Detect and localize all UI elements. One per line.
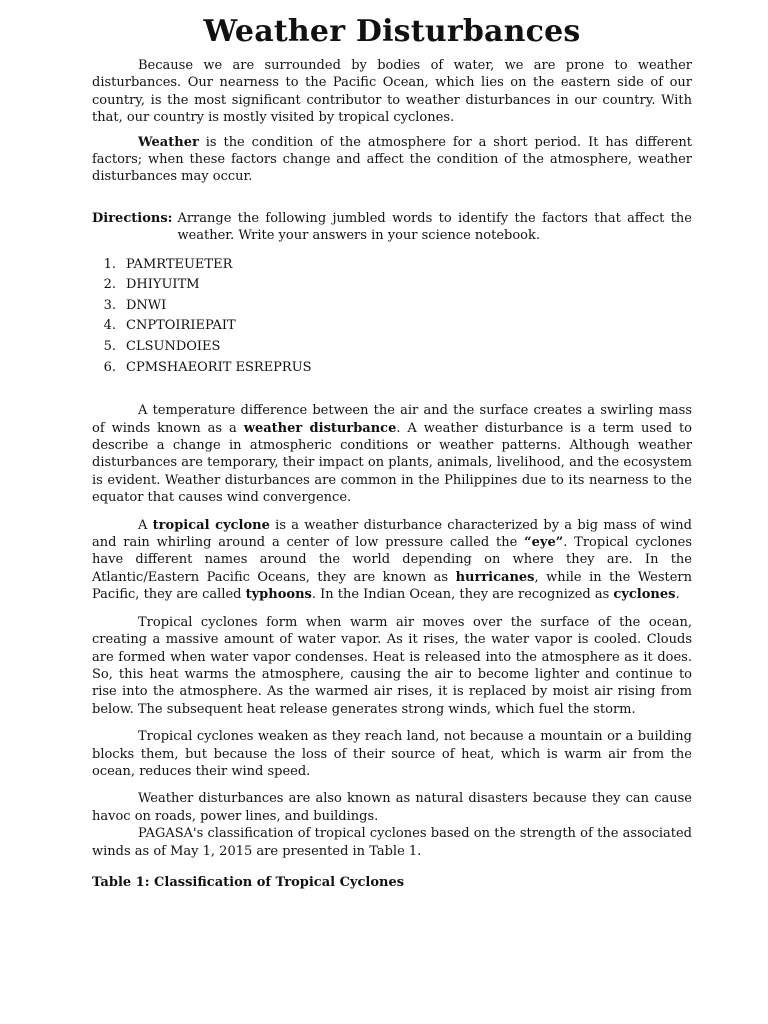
paragraph-text: . A weather disturbance is a term used to describe a change in atmospheric conditions or weather patterns. Although weather disturbances are temporary, their impact on plants, animals, livelihood, and the ecosystem is evident. Weather disturbances are common in the Philippines due to its nearness to the equator that causes wind convergence. (92, 420, 693, 506)
paragraph-text: A temperature difference between the air and the surface creates a swirling mass of winds known as a (92, 403, 692, 436)
cyclone-weakening-paragraph: Tropical cyclones weaken as they reach land, not because a mountain or a building blocks them, but because the loss of their source of heat, which is warm air from the ocean, reduces their wind speed. (92, 729, 692, 779)
list-item (92, 337, 692, 358)
list-item (92, 296, 692, 317)
cyclone-formation-paragraph: Tropical cyclones form when warm air moves over the surface of the ocean, creating a massive amount of water vapor. As it rises, the water vapor is cooled. Clouds are formed when water vapor condenses. Heat is released into the atmosphere as it does. So, this heat warms the atmosphere, causing the air to become lighter and continue to rise into the atmosphere. As the warmed air rises, it is replaced by moist air rising from below. The subsequent heat release generates strong winds, which fuel the storm. (92, 614, 692, 717)
jumbled-word: DNWI (126, 297, 167, 313)
jumbled-words-list (92, 255, 692, 379)
document-page (92, 14, 692, 890)
jumbled-word: DHIYUITM (126, 277, 200, 293)
weather-definition-text: is the condition of the atmosphere for a short period. It has different factors; when these factors change and affect the condition of the atmosphere, weather disturbances may occur. (92, 134, 692, 185)
intro-paragraph: Because we are surrounded by bodies of water, we are prone to weather disturbances. Our nearness to the Pacific Ocean, which lies on the eastern side of our country, is the most significant contributor to weather disturbances in our country. With that, our country is mostly visited by tropical cyclones. (92, 58, 692, 126)
jumbled-word: CLSUNDOIES (126, 339, 221, 355)
tropical-cyclone-paragraph (92, 517, 692, 604)
paragraph-text: is a weather disturbance characterized by a big mass of wind and rain whirling around a center of low pressure called the (92, 517, 692, 551)
typhoons-term: typhoons (245, 587, 312, 603)
table-caption: Table 1: Classification of Tropical Cyclones (92, 874, 405, 890)
list-item (92, 275, 692, 296)
directions-text: Arrange the following jumbled words to identify the factors that affect the weather. Write your answers in your science notebook. (177, 210, 692, 244)
list-item-number: 2. (103, 277, 116, 293)
list-item (92, 358, 692, 379)
pagasa-paragraph: PAGASA's classification of tropical cyclones based on the strength of the associated winds as of May 1, 2015 are presented in Table 1. (92, 826, 692, 859)
hurricanes-term: hurricanes (455, 569, 535, 585)
directions-block (92, 210, 692, 245)
list-item (92, 316, 692, 337)
list-item (92, 255, 692, 276)
natural-disasters-paragraph: Weather disturbances are also known as natural disasters because they can cause havoc on roads, power lines, and buildings. (92, 791, 692, 824)
list-item-number: 5. (103, 339, 116, 355)
jumbled-word: CNPTOIRIEPAIT (126, 318, 236, 334)
paragraph-text: A (138, 517, 153, 533)
list-item-number: 4. (103, 318, 116, 334)
jumbled-word: CPMSHAEORIT ESREPRUS (126, 359, 312, 375)
weather-disturbance-paragraph (92, 402, 692, 506)
paragraph-text: . Tropical cyclones have different names around the world depending on where they are. In the Atlantic/Eastern Pacific Oceans, they are known as (92, 535, 692, 585)
list-item-number: 6. (103, 359, 116, 375)
cyclones-term: cyclones (613, 587, 676, 603)
weather-term: Weather (138, 134, 199, 150)
paragraph-text: . (675, 587, 680, 603)
weather-disturbance-term: weather disturbance (243, 420, 397, 436)
tropical-cyclone-term: tropical cyclone (152, 517, 270, 533)
page-title: Weather Disturbances (203, 14, 581, 49)
list-item-number: 1. (103, 256, 116, 272)
paragraph-text: , while in the Western Pacific, they are called (92, 569, 692, 603)
jumbled-word: PAMRTEUETER (126, 256, 233, 272)
eye-term: “eye” (524, 535, 564, 551)
weather-definition-paragraph (92, 134, 692, 186)
list-item-number: 3. (103, 297, 116, 313)
paragraph-text: . In the Indian Ocean, they are recognized as (311, 587, 614, 603)
directions-label: Directions: (92, 210, 173, 226)
